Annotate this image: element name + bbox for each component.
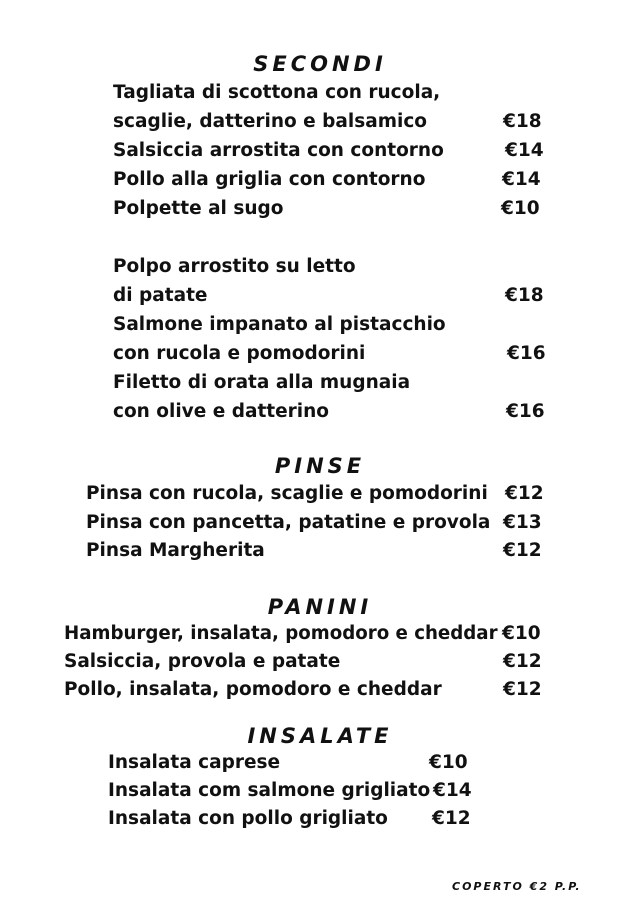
menu-item-price: €16 [506,401,545,422]
menu-item-price: €10 [501,198,540,219]
menu-item-name: con olive e datterino [113,401,330,422]
menu-item-name: Pinsa con rucola, scaglie e pomodorini [86,483,488,504]
menu-item-name: Salsiccia arrostita con contorno [113,140,444,161]
cover-charge-note: COPERTO €2 P.P. [452,880,582,893]
section-heading-pinse: PINSE [274,454,366,478]
section-heading-panini: PANINI [267,595,373,619]
menu-item-name: Salmone impanato al pistacchio [113,314,446,335]
menu-item-price: €12 [503,540,542,561]
menu-item-price: €18 [505,285,544,306]
menu-item-price: €12 [503,651,542,672]
menu-item-price: €10 [502,623,541,644]
menu-item-price: €13 [503,512,542,533]
menu-item-name: Polpo arrostito su letto [113,256,356,277]
menu-item-name: Polpette al sugo [113,198,284,219]
menu-item-price: €18 [503,111,542,132]
section-heading-secondi: SECONDI [253,52,387,76]
menu-item-price: €12 [432,808,471,829]
menu-item-price: €14 [502,169,541,190]
menu-item-name: di patate [113,285,208,306]
menu-item-name: Insalata caprese [108,752,281,773]
section-heading-insalate: INSALATE [247,724,393,748]
menu-item-name: Pinsa Margherita [86,540,265,561]
menu-item-price: €12 [503,679,542,700]
menu-item-price: €14 [433,780,472,801]
menu-item-name: Pollo alla griglia con contorno [113,169,426,190]
menu-item-name: scaglie, datterino e balsamico [113,111,427,132]
menu-item-name: Salsiccia, provola e patate [64,651,341,672]
menu-item-name: Hamburger, insalata, pomodoro e cheddar [64,623,498,644]
menu-item-name: Pollo, insalata, pomodoro e cheddar [64,679,442,700]
menu-item-price: €10 [429,752,468,773]
menu-item-name: Tagliata di scottona con rucola, [113,82,441,103]
menu-item-name: con rucola e pomodorini [113,343,366,364]
menu-item-name: Insalata com salmone grigliato [108,780,431,801]
menu-item-price: €12 [505,483,544,504]
menu-item-price: €16 [507,343,546,364]
menu-item-price: €14 [505,140,544,161]
menu-item-name: Insalata con pollo grigliato [108,808,388,829]
menu-item-name: Pinsa con pancetta, patatine e provola [86,512,491,533]
menu-item-name: Filetto di orata alla mugnaia [113,372,411,393]
